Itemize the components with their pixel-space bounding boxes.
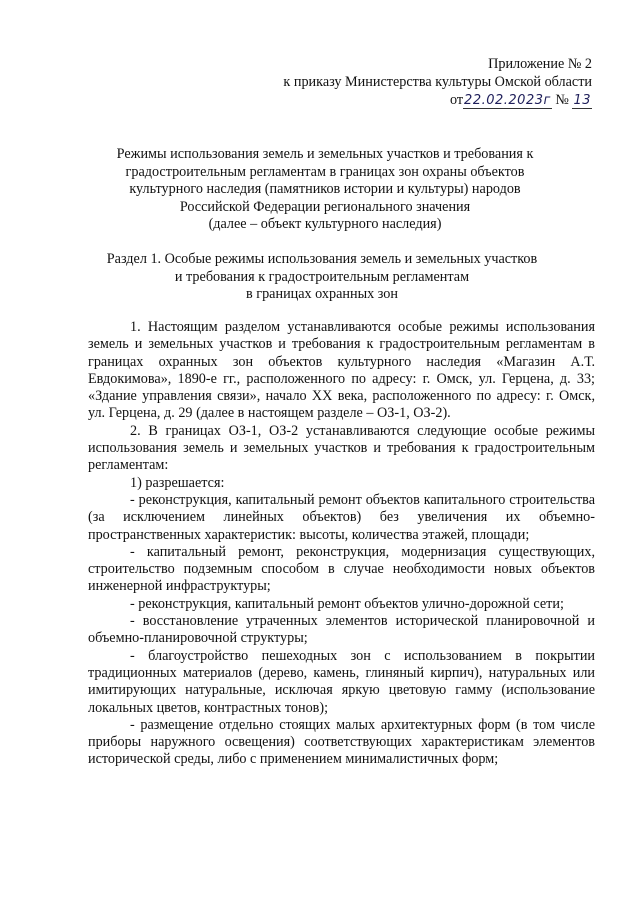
appendix-header — [283, 55, 592, 110]
order-date-line — [283, 91, 592, 110]
paragraph: 1) разрешается: — [130, 474, 225, 491]
title-line: градостроительным регламентам в границах зон охраны объектов — [125, 163, 525, 180]
section-line: и требования к градостроительным регламентам — [174, 268, 470, 285]
list-item: - восстановление утраченных элементов исторической планировочной и объемно-планировочной структуры; — [88, 613, 595, 647]
paragraph: 1. Настоящим разделом устанавливаются особые режимы использования земель и земельных участков и требования к градостроительным регламентам в границах охранных зон объектов культурного наследия «Магазин А.Т. Евдокимова», 1890-е гг., расположенного по адресу: г. Омск, ул. Герцена, д. 33; «Здание управления связи», начало XX века, расположенного по адресу: г. Омск, ул. Герцена, д. 29 (далее в настоящем разделе – ОЗ-1, ОЗ-2). — [88, 319, 595, 422]
title-line: культурного наследия (памятников истории и культуры) народов — [129, 181, 521, 198]
list-item: - капитальный ремонт, реконструкция, модернизация существующих, строительство подземным способом в случае необходимости новых объектов инженерной инфраструктуры; — [88, 543, 595, 595]
list-item: - реконструкция, капитальный ремонт объектов улично-дорожной сети; — [130, 595, 564, 612]
paragraph: 2. В границах ОЗ-1, ОЗ-2 устанавливаются следующие особые режимы использования земель и земельных участков и требования к градостроительным регламентам: — [88, 422, 595, 474]
section-heading — [88, 251, 556, 304]
section-line: в границах охранных зон — [246, 286, 398, 303]
title-line: Российской Федерации регионального значения — [179, 198, 471, 215]
section-line: Раздел 1. Особые режимы использования земель и земельных участков — [106, 251, 538, 267]
list-item: - благоустройство пешеходных зон с использованием в покрытии традиционных материалов (дерево, камень, глиняный кирпич), натуральных или имитирующих натуральные, исключая яркую цветовую гамму (использование локальных цветов, контрастных тонов); — [88, 647, 595, 716]
list-item: - размещение отдельно стоящих малых архитектурных форм (в том числе приборы наружного освещения) соответствующих характеристикам элементов исторической среды, либо с применением минималистичных форм; — [88, 716, 595, 768]
title-line: (далее – объект культурного наследия) — [208, 216, 442, 233]
date-prefix: от — [449, 92, 464, 108]
order-reference: к приказу Министерства культуры Омской области — [283, 74, 592, 90]
title-line: Режимы использования земель и земельных участков и требования к — [116, 146, 534, 162]
document-body — [88, 319, 595, 769]
handwritten-number: 13 — [573, 93, 591, 108]
number-prefix: № — [555, 92, 569, 108]
document-title — [95, 146, 555, 234]
appendix-number: Приложение № 2 — [488, 56, 592, 72]
list-item: - реконструкция, капитальный ремонт объектов капитального строительства (за исключением линейных объектов) без увеличения их объемно-пространственных характеристик: высоты, количества этажей, площади; — [88, 491, 595, 543]
handwritten-date: 22.02.2023г — [464, 93, 551, 108]
